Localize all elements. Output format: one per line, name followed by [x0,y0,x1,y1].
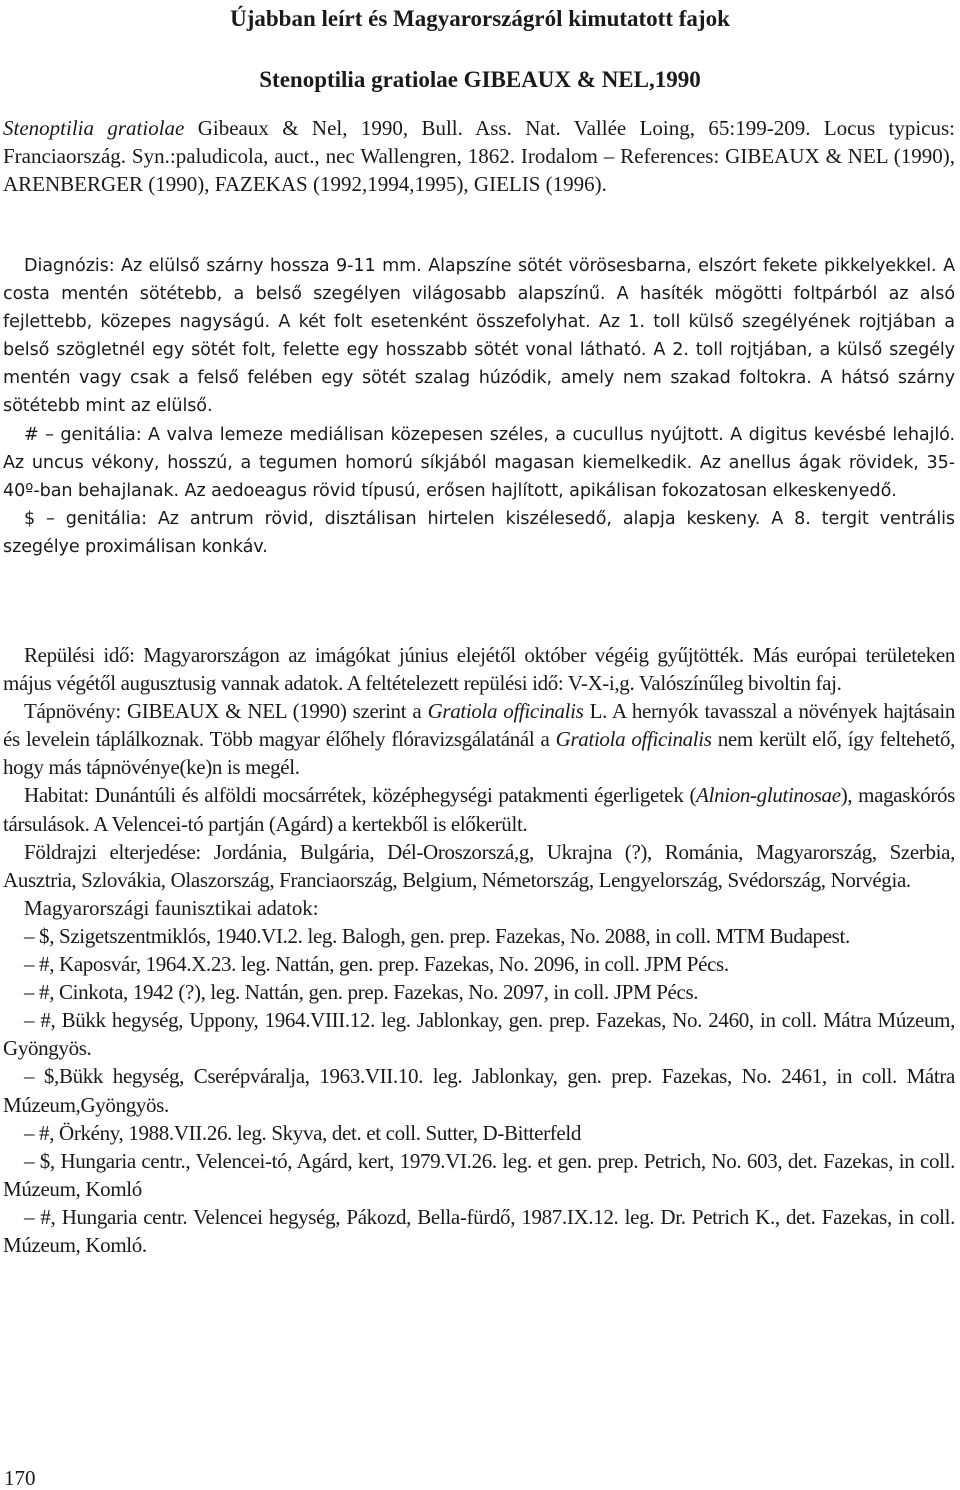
food-text-3: nem került elő, így feltehető, hogy más tápnövénye(ke)n is megél. [3,727,955,780]
species-name-italic: Stenoptilia gratiolae [3,116,185,140]
record-item: – #, Kaposvár, 1964.X.23. leg. Nattán, gen. prep. Fazekas, No. 2096, in coll. JPM Pécs. [24,952,729,977]
habitat-text-1: Habitat: Dunántúli és alföldi mocsárrétek, középhegységi patakmenti égerligetek ( [24,783,697,808]
record-item: – $, Hungaria centr., Velencei-tó, Agárd, kert, 1979.VI.26. leg. et gen. prep. Petrich, No. 603, det. Fazekas, in coll. Múzeum, Komló [3,1148,955,1201]
habitat-italic: Alnion-glutinosae [696,783,841,808]
record-item: – #, Örkény, 1988.VII.26. leg. Skyva, det. et coll. Sutter, D-Bitterfeld [24,1120,581,1145]
food-text-2: L. A hernyók tavasszal a növények hajtásain és levelein táplálkoznak. Több magyar élőhely flóravizsgálatánál a [3,699,955,752]
habitat-text-2: ), magaskórós társulások. A Velencei-tó partján (Agárd) a kertekből is előkerült. [3,783,955,836]
faunistic-heading: Magyarországi faunisztikai adatok: [24,895,319,920]
habitat-paragraph [3,781,955,837]
species-title: Stenoptilia gratiolae GIBEAUX & NEL,1990 [259,67,701,92]
distribution-paragraph: Földrajzi elterjedése: Jordánia, Bulgária, Dél-Oroszorszá,g, Ukrajna (?), Románia, Magyarország, Szerbia, Ausztria, Szlovákia, Olaszország, Franciaország, Belgium, Németország, Lengyelország, Svédország, Norvégia. [3,839,955,892]
record-item: – #, Cinkota, 1942 (?), leg. Nattán, gen. prep. Fazekas, No. 2097, in coll. JPM Pécs. [24,980,699,1005]
section-title: Újabban leírt és Magyarországról kimutatott fajok [230,6,730,31]
page-number: 170 [4,1466,36,1490]
citation-paragraph [3,114,955,198]
flight-period-paragraph: Repülési idő: Magyarországon az imágókat június elejétől október végéig gyűjtötték. Más európai területeken május végétől augusztusig vannak adatok. A feltételezett repülési idő: V-X-i,g. Valószínűleg bivoltin faj. [3,643,955,696]
taxonomy-citation [3,114,955,198]
diagnosis-paragraph: Diagnózis: Az elülső szárny hossza 9-11 mm. Alapszíne sötét vörösesbarna, elszórt fekete pikkelyekkel. A costa mentén sötétebb, a belső szegélyen világosabb alapszínű. A hasíték mögötti foltpárból az alsó fejlettebb, közepes nagyságú. A két folt esetenként összefolyhat. Az 1. toll külső szegélyének rojtjában a belső szögletnél egy sötét folt, felette egy hosszabb sötét vonal látható. A 2. toll rojtjában, a külső szegély mentén vagy csak a felső felében egy sötét szalag húzódik, amely nem szakad foltokra. A hátsó szárny sötétebb mint az elülső. [3,256,955,417]
diagnosis-section [3,252,955,561]
record-item: – $,Bükk hegység, Cserépváralja, 1963.VII.10. leg. Jablonkay, gen. prep. Fazekas, No. 2461, in coll. Mátra Múzeum,Gyöngyös. [3,1064,955,1117]
male-genitalia-paragraph: # – genitália: A valva lemeze mediálisan közepesen széles, a cucullus nyújtott. A digitus kevésbé lehajló. Az uncus vékony, hosszú, a tegumen homorú síkjából magasan kiemelkedik. Az anellus ágak rövidek, 35-40º-ban behajlanak. Az aedoeagus rövid típusú, erősen hajlított, apikálisan fokozatosan elkeskenyedő. [3,424,955,501]
record-item: – #, Bükk hegység, Uppony, 1964.VIII.12. leg. Jablonkay, gen. prep. Fazekas, No. 2460, in coll. Mátra Múzeum, Gyöngyös. [3,1008,955,1061]
record-item: – #, Hungaria centr. Velencei hegység, Pákozd, Bella-fürdő, 1987.IX.12. leg. Dr. Petrich K., det. Fazekas, in coll. Múzeum, Komló. [3,1204,955,1257]
food-text-1: Tápnövény: GIBEAUX & NEL (1990) szerint a [24,699,428,724]
female-genitalia-paragraph: $ – genitália: Az antrum rövid, disztálisan hirtelen kiszélesedő, alapja keskeny. A 8. tergit ventrális szegélye proximálisan konkáv. [3,508,955,557]
food-plant-italic-1: Gratiola officinalis [427,699,584,724]
citation-text: Gibeaux & Nel, 1990, Bull. Ass. Nat. Vallée Loing, 65:199-209. Locus typicus: Franciaország. Syn.:paludicola, auct., nec Wallengren, 1862. Irodalom – References: GIBEAUX & NEL (1990), ARENBERGER (1990), FAZEKAS (1992,1994,1995), GIELIS (1996). [3,116,955,197]
record-item: – $, Szigetszentmiklós, 1940.VI.2. leg. Balogh, gen. prep. Fazekas, No. 2088, in coll. MTM Budapest. [24,923,850,948]
food-plant-paragraph [3,697,955,781]
food-plant-italic-2: Gratiola officinalis [555,727,712,752]
main-text [3,641,955,1259]
